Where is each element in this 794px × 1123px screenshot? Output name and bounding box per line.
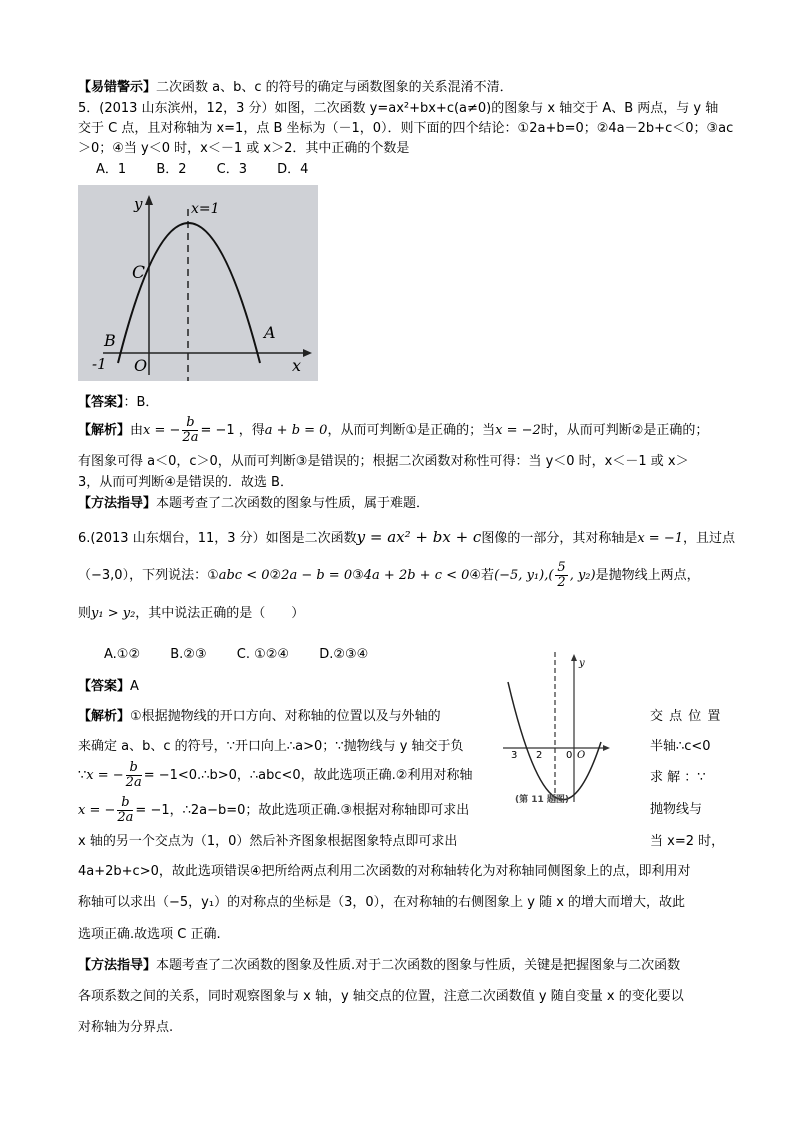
q5-fig-minus1-label: -1	[92, 355, 107, 373]
q6-fig-o-label: O	[577, 750, 586, 761]
q6-analysis-text: ①根据抛物线的开口方向、对称轴的位置以及与外轴的	[130, 709, 441, 724]
q6-analysis-line-2: 来确定 a、b、c 的符号，∵开口向上∴a>0；∵抛物线与 y 轴交于负	[78, 739, 464, 754]
q6-right-text-3: 求 解 ：∵	[650, 770, 706, 785]
q6-option-b: B.②③	[170, 647, 207, 662]
q5-fig-x-label: x	[292, 356, 302, 375]
q6-method-line-2: 各项系数之间的关系，同时观察图象与 x 轴，y 轴交点的位置，注意二次函数值 y 随自变量 x 的变化要以	[78, 989, 684, 1004]
q6-parabola-svg	[503, 652, 613, 807]
q6-text: 则	[78, 606, 92, 621]
q6-text: ②	[269, 568, 282, 583]
q5-fig-b-label: B	[104, 331, 116, 350]
q6-math: x = −1	[637, 531, 683, 546]
q6-analysis-text: = −1，∴2a−b=0；故此选项正确.③根据对称轴即可求出	[135, 803, 470, 818]
q6-right-text-1: 交 点 位 置	[650, 709, 722, 724]
q5-analysis-fraction	[182, 416, 198, 445]
q6-right-text-2: 半轴∴c<0	[650, 739, 711, 754]
q5-method-tag: 【方法指导】	[78, 496, 157, 511]
fraction-denominator: 2a	[182, 430, 199, 445]
q6-text: 图像的一部分，其对称轴是	[481, 531, 638, 546]
q5-parabola-figure	[78, 185, 318, 381]
q5-parabola-svg	[78, 185, 318, 381]
q6-analysis-line-5: x 轴的另一个交点为（1，0）然后补齐图象根据图象特点即可求出	[78, 834, 458, 849]
q5-analysis-line-2: 有图象可得 a＜0，c＞0，从而可判断③是错误的；根据二次函数对称性可得：当 y＜0 时，x＜－1 或 x＞	[78, 454, 689, 469]
q6-analysis-line-8: 选项正确.故选项 C 正确.	[78, 927, 221, 942]
q6-math: 2a − b = 0	[281, 568, 353, 583]
q6-analysis-line-6: 4a+2b+c>0，故此选项错误④把所给两点利用二次函数的对称轴转化为对称轴同侧图象上的点，即利用对	[78, 864, 691, 879]
q6-text: ，其中说法正确的是（ ）	[135, 606, 305, 621]
q5-analysis-math: a + b = 0	[264, 423, 328, 438]
q5-line-2: 交于 C 点，且对称轴为 x=1，点 B 坐标为（－1，0）．则下面的四个结论：①2a+b=0；②4a－2b+c＜0；③ac	[78, 121, 734, 136]
q6-option-c: C. ①②④	[236, 647, 290, 662]
q6-analysis-fraction	[117, 796, 133, 825]
q5-method-text: 本题考查了二次函数的图象与性质，属于难题．	[156, 496, 430, 511]
q6-math: , y₂)	[569, 568, 596, 583]
q5-fig-a-label: A	[264, 323, 276, 342]
q5-answer-tag: 【答案】	[78, 395, 124, 410]
q6-option-d: D.②③④	[319, 647, 369, 662]
q6-text: （−3,0），下列说法：①	[78, 568, 219, 583]
q6-fig-y-label: y	[579, 658, 585, 669]
q6-analysis-fraction	[126, 761, 142, 790]
q6-analysis-text: = −1<0.∴b>0，∴abc<0，故此选项正确.②利用对称轴	[143, 768, 473, 783]
q5-fig-o-label: O	[134, 356, 148, 375]
fraction-numerator: b	[126, 761, 142, 776]
q6-answer-tag: 【答案】	[78, 679, 131, 694]
q6-analysis-text: ∵	[78, 768, 87, 783]
q5-analysis-text: ，从而可判断①是正确的；当	[327, 423, 496, 438]
q5-analysis-line-3: 3，从而可判断④是错误的．故选 B．	[78, 475, 293, 490]
q6-text: 是抛物线上两点，	[595, 568, 700, 583]
q5-method-line	[78, 494, 429, 514]
q6-option-a: A.①②	[104, 647, 141, 662]
fraction-denominator: 2a	[125, 775, 142, 790]
q6-fig-2-label: 2	[536, 750, 543, 761]
q6-answer: A	[130, 679, 139, 694]
q6-method-line-3: 对称轴为分界点.	[78, 1020, 174, 1035]
q6-analysis-math: x = −	[86, 768, 124, 783]
q5-analysis-text: = −1 ，得	[200, 423, 265, 438]
q6-analysis-math: x = −	[78, 803, 116, 818]
q5-analysis-text: 由	[130, 423, 144, 438]
q6-analysis-tag: 【解析】	[78, 709, 131, 724]
q5-answer-line	[78, 393, 158, 413]
q6-method-tag: 【方法指导】	[78, 958, 157, 973]
q5-fig-c-label: C	[132, 263, 146, 283]
warning-line	[78, 78, 513, 98]
fraction-denominator: 2a	[117, 810, 134, 825]
q6-analysis-line-4	[78, 796, 469, 826]
q6-fig-3-label: 3	[511, 750, 518, 761]
q6-answer-line	[78, 677, 139, 697]
q6-fig-caption: (第 11 题图)	[515, 795, 570, 805]
q6-math: (−5, y₁),(	[494, 568, 554, 583]
q6-analysis-line-1	[78, 707, 441, 727]
q5-options	[96, 160, 334, 180]
q5-option-a: A．1	[96, 162, 127, 177]
q6-text: ，且过点	[682, 531, 735, 546]
q6-right-text-5: 当 x=2 时，	[650, 834, 725, 849]
q6-method-text: 本题考查了二次函数的图象及性质.对于二次函数的图象与性质，关键是把握图象与二次函数	[156, 958, 681, 973]
q6-math: abc < 0	[218, 568, 270, 583]
q5-line-1: 5．(2013 山东滨州，12，3 分）如图，二次函数 y=ax²+bx+c(a≠0)的图象与 x 轴交于 A、B 两点，与 y 轴	[78, 101, 719, 116]
q5-line-3: ＞0；④当 y＜0 时，x＜－1 或 x＞2．其中正确的个数是	[78, 141, 410, 156]
q6-line-1	[78, 523, 735, 553]
q6-analysis-line-7: 称轴可以求出（−5，y₁）的对称点的坐标是（3，0），在对称轴的右侧图象上 y 随 x 的增大而增大，故此	[78, 895, 686, 910]
q6-math: y₁ > y₂	[91, 606, 136, 621]
q6-math: 4a + 2b + c < 0	[363, 568, 470, 583]
q6-text: ③	[352, 568, 364, 583]
q6-line-2	[78, 558, 700, 594]
q5-fig-y-label: y	[134, 195, 143, 213]
q5-option-d: D．4	[277, 162, 309, 177]
q6-analysis-line-3	[78, 761, 472, 791]
q6-line-3	[78, 604, 304, 624]
fraction-numerator: 5	[557, 560, 566, 575]
fraction-numerator: b	[117, 796, 133, 811]
q5-option-b: B．2	[156, 162, 187, 177]
q5-analysis-math: x = −2	[495, 423, 541, 438]
q5-analysis-text: 时，从而可判断②是正确的；	[540, 423, 709, 438]
q6-options	[104, 645, 394, 665]
fraction-numerator: b	[182, 416, 198, 431]
q5-fig-axis-label: x=1	[191, 201, 220, 217]
q5-answer: ：B．	[123, 395, 159, 410]
q5-analysis-math: x = −	[143, 423, 181, 438]
fraction-denominator: 2	[557, 575, 566, 590]
q5-option-c: C．3	[216, 162, 248, 177]
q6-math: y = ax² + bx + c	[356, 528, 482, 546]
q6-fig-0-label: 0	[566, 750, 573, 761]
q6-fraction	[555, 561, 567, 590]
q5-analysis-tag: 【解析】	[78, 423, 131, 438]
warning-tag: 【易错警示】	[78, 80, 157, 95]
q6-method-line-1	[78, 956, 680, 976]
q5-analysis-line-1	[78, 416, 708, 446]
q6-parabola-figure	[503, 652, 613, 807]
q6-text: 6.(2013 山东烟台，11，3 分）如图是二次函数	[78, 531, 357, 546]
q6-text: ④若	[469, 568, 495, 583]
q6-right-text-4: 抛物线与	[650, 802, 703, 817]
warning-text: 二次函数 a、b、c 的符号的确定与函数图象的关系混淆不清．	[156, 80, 513, 95]
